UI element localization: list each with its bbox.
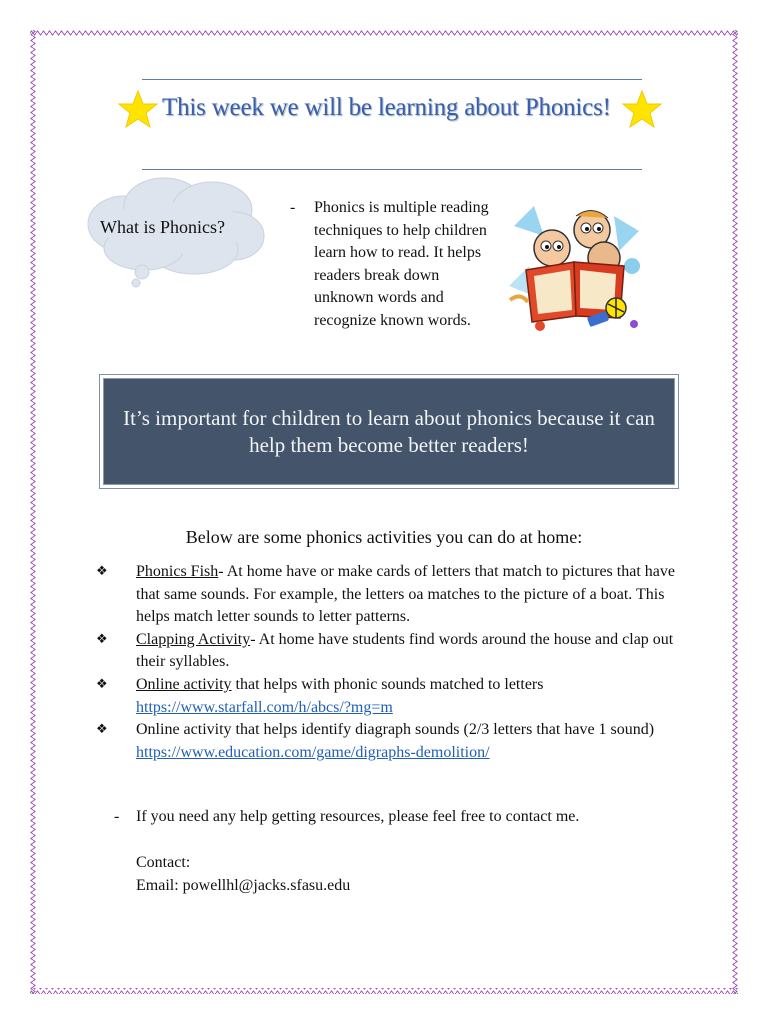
importance-banner <box>103 378 675 485</box>
activity-text: - At home have or make cards of letters that match to pictures that have that same sounds. For example, the letters oa matches to the picture of a boat. This helps match letter sounds to letter patterns. <box>136 563 675 626</box>
banner-text: It’s important for children to learn about phonics because it can help them become better readers! <box>123 406 655 457</box>
title-row <box>118 90 662 130</box>
contact-label: Contact: <box>136 854 191 871</box>
activities-list <box>96 561 676 764</box>
star-icon <box>622 90 662 128</box>
activity-text: Online activity that helps identify diagraph sounds (2/3 letters that have 1 sound) <box>136 721 655 739</box>
list-item <box>96 561 676 629</box>
page-title: This week we will be learning about Phonics! <box>162 94 611 121</box>
help-note <box>114 808 580 826</box>
list-item <box>96 719 676 764</box>
activity-text: - At home have students find words around the house and clap out their syllables. <box>136 630 674 671</box>
star-icon <box>118 90 158 128</box>
definition-dash: - <box>290 199 296 216</box>
top-rule <box>142 79 642 80</box>
diamond-bullet-icon: ❖ <box>96 676 108 692</box>
activity-name: Online activity <box>136 675 232 693</box>
list-item <box>96 629 676 674</box>
activity-name: Phonics Fish <box>136 563 219 580</box>
cloud-label: What is Phonics? <box>100 217 225 237</box>
activities-intro: Below are some phonics activities you can do at home: <box>185 527 583 547</box>
activity-name: Clapping Activity <box>136 630 251 648</box>
contact-block <box>136 852 350 897</box>
diamond-bullet-icon: ❖ <box>96 631 108 647</box>
kids-reading-book-illustration <box>504 196 646 336</box>
diamond-bullet-icon: ❖ <box>96 564 108 579</box>
list-item <box>96 674 676 719</box>
activity-text: that helps with phonic sounds matched to letters <box>231 675 544 693</box>
help-dash: - <box>114 808 120 825</box>
definition-text: Phonics is multiple reading techniques to help children learn how to read. It helps readers break down unknown words and recognize known words. <box>314 199 489 329</box>
education-link[interactable]: https://www.education.com/game/digraphs-demolition/ <box>136 743 490 761</box>
starfall-link[interactable]: https://www.starfall.com/h/abcs/?mg=m <box>136 698 393 716</box>
help-text: If you need any help getting resources, please feel free to contact me. <box>136 808 580 825</box>
page-border <box>30 30 738 994</box>
contact-email: Email: powellhl@jacks.sfasu.edu <box>136 876 351 894</box>
diamond-bullet-icon: ❖ <box>96 722 108 738</box>
bottom-rule <box>142 169 642 170</box>
